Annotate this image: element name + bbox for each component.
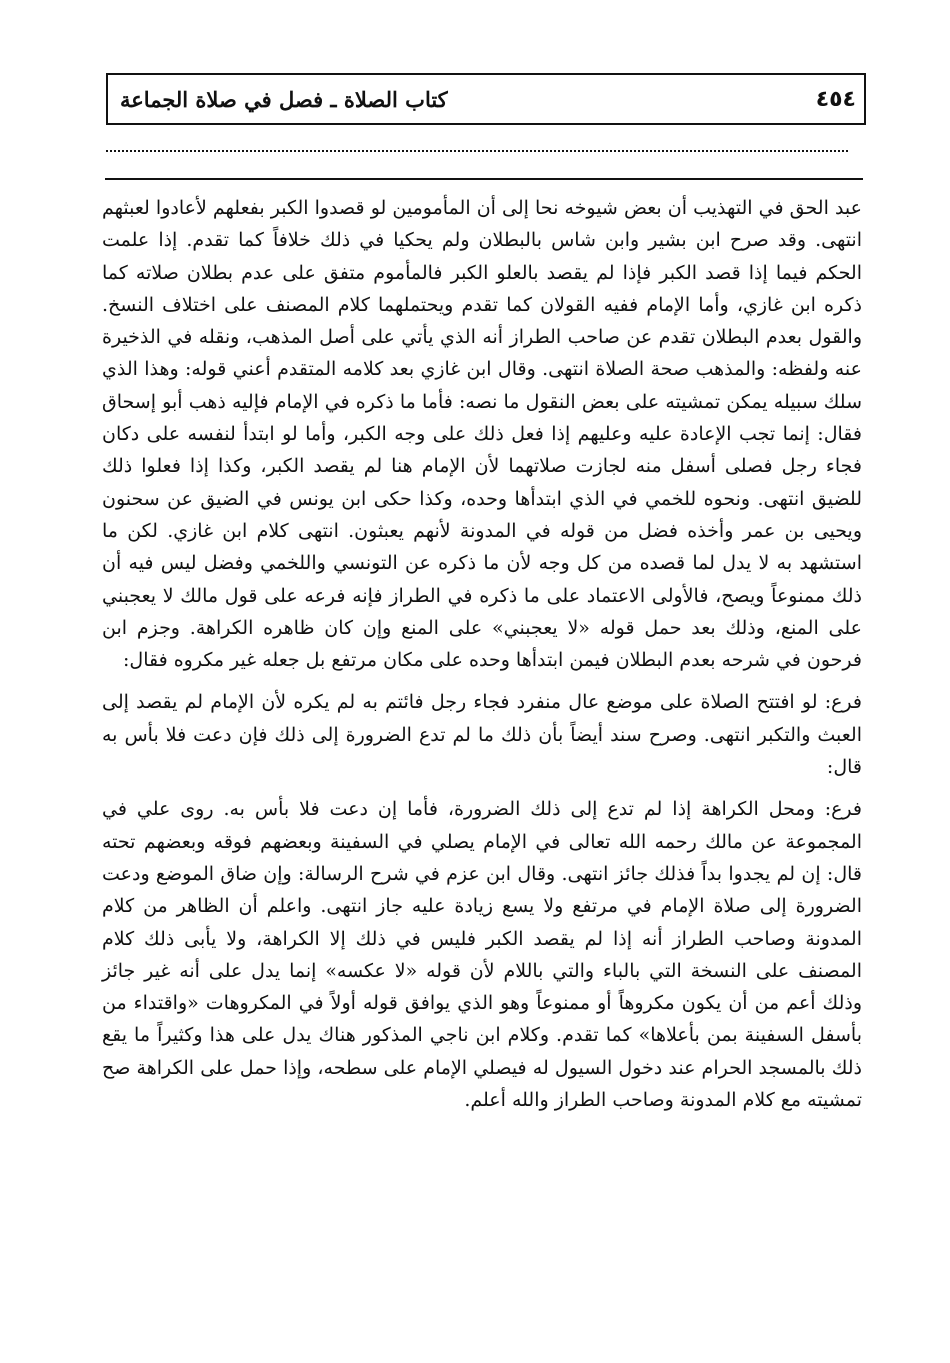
- page-number: ٤٥٤: [815, 87, 856, 112]
- running-header-title: كتاب الصلاة ـ فصل في صلاة الجماعة: [120, 87, 448, 112]
- paragraph-branch-2: فرع: ومحل الكراهة إذا لم تدع إلى ذلك الضرورة، فأما إن دعت فلا بأس به. روى علي في المجموعة عن مالك رحمه الله تعالى في الإمام يصلي في السفينة وبعضهم فوقه وبعضهم تحته قال: إن لم يجدوا بداً فذلك جائز انتهى. وقال ابن عزم في شرح الرسالة: وإن ضاق الموضع ودعت الضرورة إلى صلاة الإمام في مرتفع ولا يسع زيادة عليه جاز انتهى. واعلم أن الظاهر من كلام المدونة وصاحب الطراز أنه إذا لم يقصد الكبر فليس في ذلك إلا الكراهة، ولا يأبى ذلك كلام المصنف على النسخة التي بالباء والتي باللام لأن قوله «لا عكسه» إنما يدل على أنه غير جائز وذلك أعم من أن يكون مكروهاً أو ممنوعاً وهو الذي يوافق قوله أولاً في المكروهات «واقتداء من بأسفل السفينة بمن بأعلاها» كما تقدم. وكلام ابن ناجي المذكور هناك يدل على هذا وكثيراً ما يقع ذلك بالمسجد الحرام عند دخول السيول له فيصلي الإمام على سطحه، وإذا حمل على الكراهة صح تمشيته مع كلام المدونة وصاحب الطراز والله أعلم.: [102, 798, 862, 1112]
- header-divider: [105, 178, 863, 180]
- dotted-divider: [106, 150, 848, 152]
- paragraph-branch-1: فرع: لو افتتح الصلاة على موضع عال منفرد فجاء رجل فائتم به لم يكره لأن الإمام لم يقصد إلى العبث والتكبر انتهى. وصرح سند أيضاً بأن ذلك ما لم تدع الضرورة إلى ذلك فإن دعت فلا بأس به قال:: [102, 691, 862, 779]
- body-text: [102, 192, 862, 1116]
- paragraph-main: عبد الحق في التهذيب أن بعض شيوخه نحا إلى أن المأمومين لو قصدوا الكبر بفعلهم لأعادوا لعبثهم انتهى. وقد صرح ابن بشير وابن شاس بالبطلان ولم يحكيا في ذلك خلافاً كما تقدم. إذا علمت الحكم فيما إذا قصد الكبر فإذا لم يقصد بالعلو الكبر فالمأموم متفق على عدم بطلان صلاته كما ذكره ابن غازي، وأما الإمام ففيه القولان كما تقدم ويحتملهما كلام المصنف على اختلاف النسخ. والقول بعدم البطلان تقدم عن صاحب الطراز أنه الذي يأتي على أصل المذهب، ونقله في الذخيرة عنه ولفظه: والمذهب صحة الصلاة انتهى. وقال ابن غازي بعد كلامه المتقدم أعني قوله: وهذا الذي سلك سبيله يمكن تمشيته على بعض النقول ما نصه: فأما ما ذكره في الإمام فإليه ذهب أبو إسحاق فقال: إنما تجب الإعادة عليه وعليهم إذا فعل ذلك على وجه الكبر، وأما لو ابتدأ لنفسه على دكان فجاء رجل فصلى أسفل منه لجازت صلاتهما لأن الإمام هنا لم يقصد الكبر، وكذا إذا فعلوا ذلك للضيق انتهى. ونحوه للخمي في الذي ابتدأها وحده، وكذا حكى ابن يونس في الضيق عن سحنون ويحيى بن عمر وأخذه فضل من قوله في المدونة لأنهم يعبثون. انتهى كلام ابن غازي. لكن ما استشهد به لا يدل لما قصده من كل وجه لأن ما ذكره عن التونسي واللخمي وفضل ليس فيه أن ذلك ممنوعاً ويصح، فالأولى الاعتماد على ما ذكره في الطراز فإنه فرعه على قول مالك لا يعجبني على المنع، وذلك بعد حمل قوله «لا يعجبني» على المنع وإن كان ظاهره الكراهة. وجزم ابن فرحون في شرحه بعدم البطلان فيمن ابتدأها وحده على مكان مرتفع بل جعله غير مكروه فقال:: [102, 197, 862, 672]
